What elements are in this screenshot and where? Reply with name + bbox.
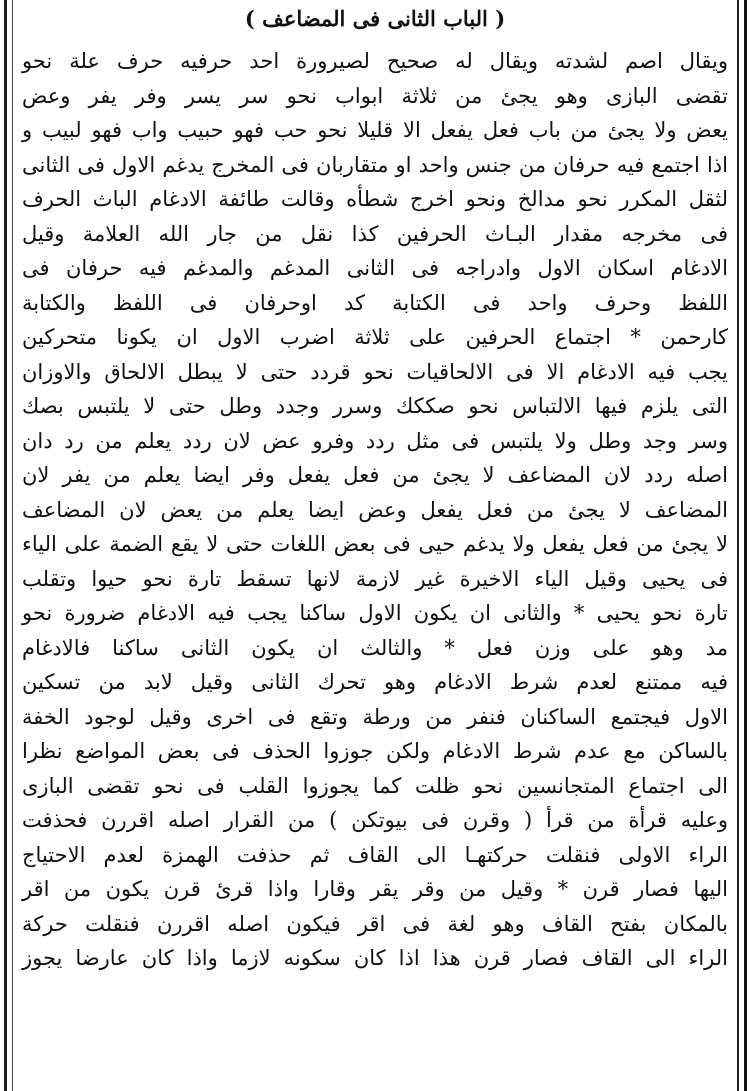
text-line: يجب فيه الادغام الا فى الالحاقيات نحو قردد حتى لا يبطل الالحاق والاوزان [22, 359, 728, 384]
text-line: ويقال اصم لشدته ويقال له صحيح لصيرورة احد حرفيه حرف علة نحو [22, 49, 728, 73]
chapter-heading: ( الباب الثانى فى المضاعف ) [244, 6, 506, 31]
text-line: اذا اجتمع فيه حرفان من جنس واحد او متقاربان فى المخرج يدغم الاول فى الثانى [22, 152, 728, 177]
text-line: المضاعف لا يجئ من فعل يفعل وعض ايضا يعلم من يعض لان المضاعف [22, 497, 728, 522]
text-line: الاول فيجتمع الساكنان فنفر من ورطة وتقع فى اخرى وقيل لوجود الخفة [22, 704, 728, 729]
left-border-rule-outer [4, 0, 7, 1091]
text-line: بالمكان بفتح القاف وهو لغة فى اقر فيكون اصله اقررن فنقلت حركة [22, 911, 728, 936]
text-line: تقضى البازى وهو يجئ من ثلاثة ابواب نحو سر يسر وفر يفر وعض [22, 83, 728, 108]
text-line: فى يحيى وقيل الياء الاخيرة غير لازمة لانها تسقط تارة نحو حيوا وتقلب [22, 566, 728, 591]
text-line: تارة نحو يحيى * والثانى ان يكون الاول ساكنا يجب فيه الادغام ضرورة نحو [22, 601, 728, 625]
text-line: وسر وجد وطل ولا يلتبس فى مثل ردد وفرو عض لان ردد يعلم من رد دان [22, 428, 728, 453]
text-line: لثقل المكرر نحو مدالخ ونحو اخرج شطأه وقالت طائفة الادغام الباث الحرف [22, 187, 728, 211]
text-line: كارحمن * اجتماع الحرفين على ثلاثة اضرب الاول ان يكونا متحركين [22, 325, 728, 349]
text-line: فيه ممتنع لعدم شرط الادغام وهو تحرك الثانى وقيل لابد من تسكين [22, 670, 728, 694]
text-line: وعليه قرأة من قرأ ( وقرن فى بيوتكن ) من القرار اصله اقررن فحذفت [22, 808, 728, 832]
text-line: الراء الاولى فنقلت حركتهـا الى القاف ثم حذفت الهمزة لعدم الاحتياج [22, 842, 728, 867]
text-line: اللفظ وحرف واحد فى الكتابة كد اوحرفان فى اللفظ والكتابة [22, 290, 728, 315]
text-line: الى اجتماع المتجانسين نحو ظلت كما يجوزوا القلب فى نحو تقضى البازى [22, 773, 728, 798]
text-column [18, 4, 732, 976]
text-line: الادغام اسكان الاول وادراجه فى الثانى المدغم والمدغم فيه حرفان فى [22, 256, 728, 280]
text-line: التى يلزم فيها الالتباس نحو صككك وسرر وجدد وطل حتى لا يلتبس بصك [22, 394, 728, 418]
text-line: اصله ردد لان المضاعف لا يجئ من فعل يفعل وفر ايضا يعلم من يفر لان [22, 463, 728, 487]
left-border-rule-inner [12, 0, 13, 1091]
text-line: اليها فصار قرن * وقيل من وقر يقر وقارا واذا قرئ قرن يكون من اقر [22, 877, 728, 901]
right-border-rule-inner [737, 0, 739, 1091]
body-text [18, 44, 732, 976]
text-line: يعض ولا يجئ من باب فعل يفعل الا قليلا نحو حب فهو حبيب واب فهو لبيب و [22, 118, 728, 142]
text-line: مد وهو على وزن فعل * والثالث ان يكون الثانى ساكنا فالادغام [22, 635, 728, 660]
text-line: بالساكن مع عدم شرط الادغام ولكن جوزوا الحذف فى بعض المواضع نظرا [22, 739, 728, 763]
text-line: فى مخرجه مقدار البـاث الحرفين كذا نقل من جار الله العلامة وقيل [22, 221, 728, 246]
text-line: لا يجئ من فعل يفعل ولا يدغم حيى فى بعض اللغات حتى لا يقع الضمة على الياء [22, 532, 728, 556]
right-border-rule-outer [744, 0, 747, 1091]
text-line: الراء الى القاف فصار قرن هذا اذا كان سكونه لازما واذا كان عارضا يجوز [22, 946, 728, 970]
